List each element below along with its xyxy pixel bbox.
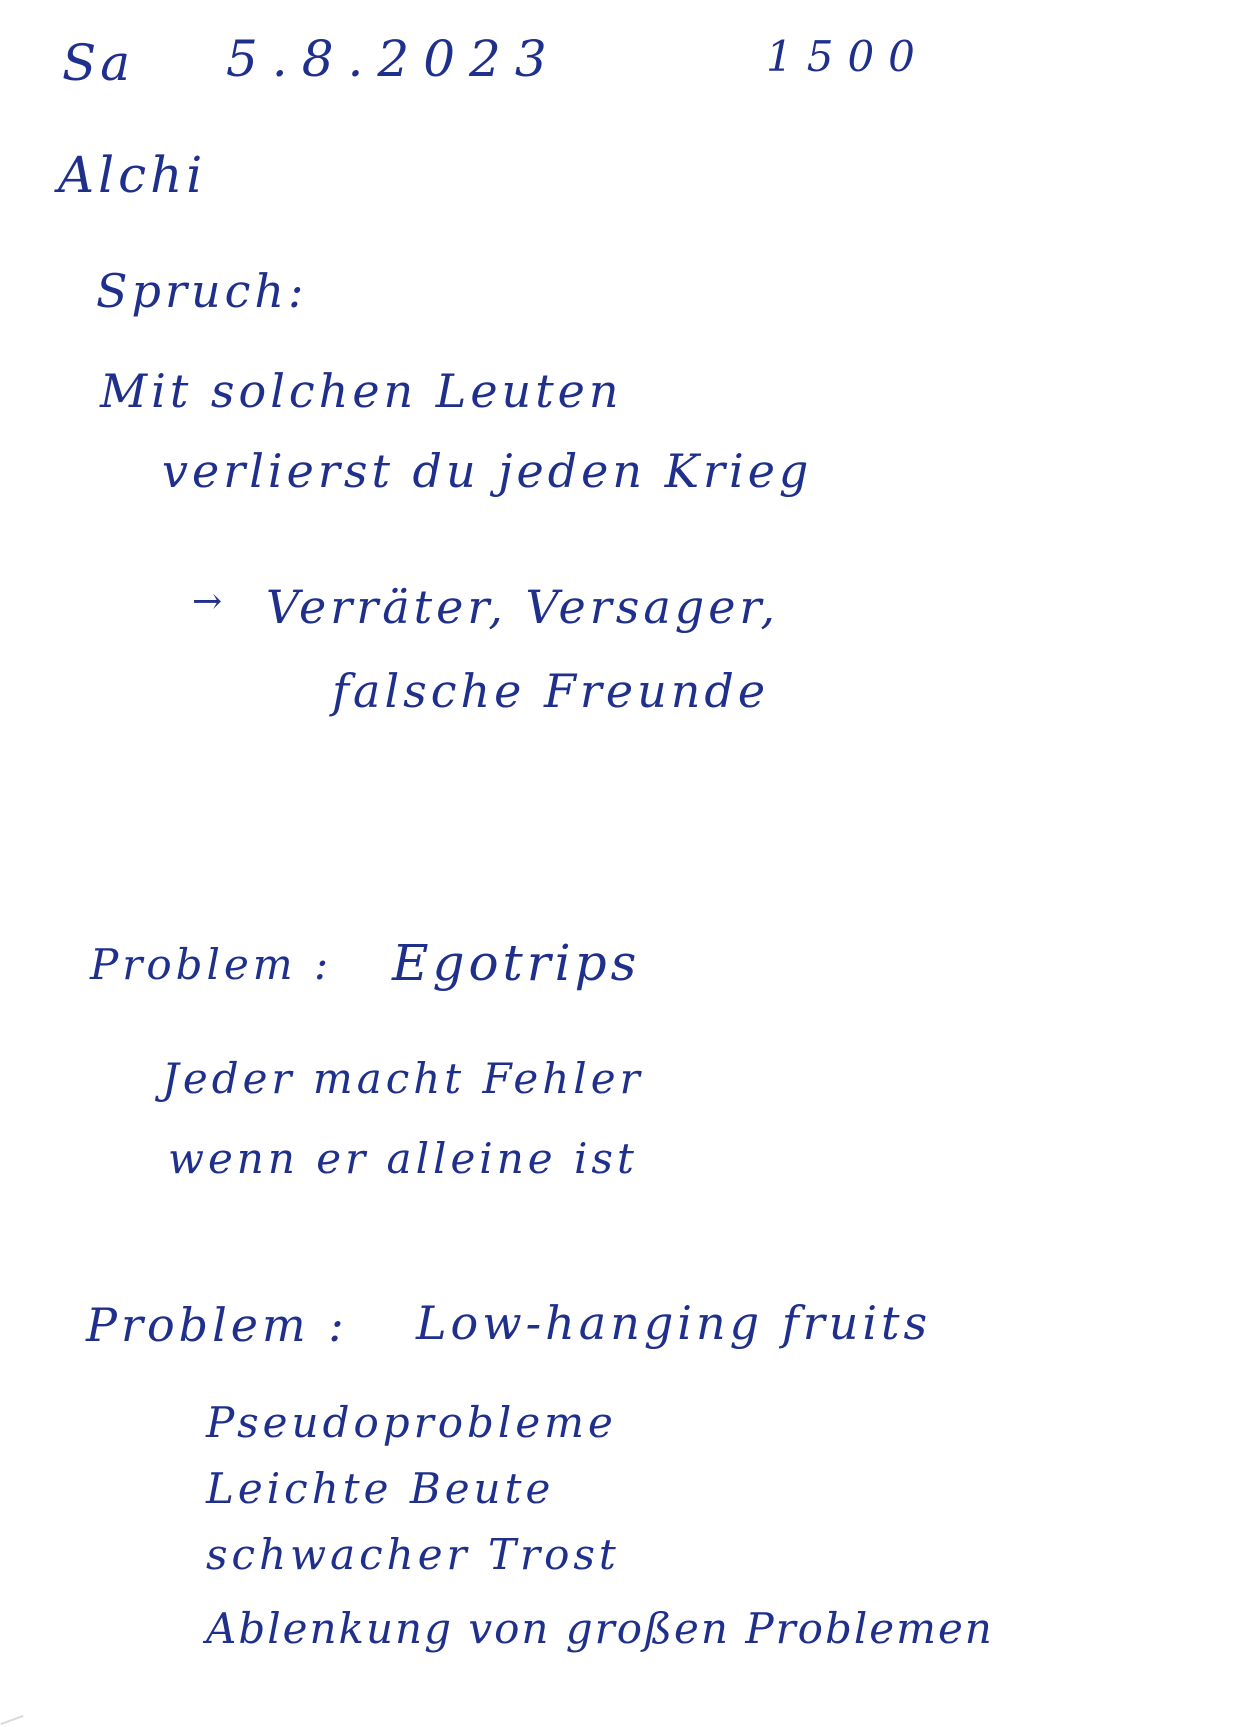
problem-1-line-2: wenn er alleine ist: [168, 1134, 638, 1183]
spruch-label: Spruch:: [96, 264, 308, 318]
problem-1-label: Problem :: [90, 940, 333, 989]
problem-2-item: Ablenkung von großen Problemen: [206, 1604, 994, 1653]
problem-1-line-1: Jeder macht Fehler: [162, 1054, 644, 1103]
weekday: Sa: [62, 34, 135, 92]
problem-1-title: Egotrips: [392, 934, 641, 992]
problem-2-item: Pseudoprobleme: [206, 1398, 617, 1447]
page-edge: [0, 1715, 23, 1725]
spruch-line-2: verlierst du jeden Krieg: [162, 444, 813, 498]
date: 5.8.2023: [226, 30, 561, 88]
problem-2-label: Problem :: [86, 1298, 348, 1352]
spruch-examples-line-1: Verräter, Versager,: [266, 580, 779, 634]
note-title: Alchi: [58, 146, 207, 204]
problem-2-item: schwacher Trost: [206, 1530, 620, 1579]
problem-2-item: Leichte Beute: [206, 1464, 555, 1513]
arrow-icon: →: [192, 581, 227, 622]
time: 1500: [766, 32, 929, 81]
spruch-line-1: Mit solchen Leuten: [100, 364, 623, 418]
spruch-examples-line-2: falsche Freunde: [332, 664, 770, 718]
problem-2-title: Low-hanging fruits: [416, 1296, 932, 1350]
